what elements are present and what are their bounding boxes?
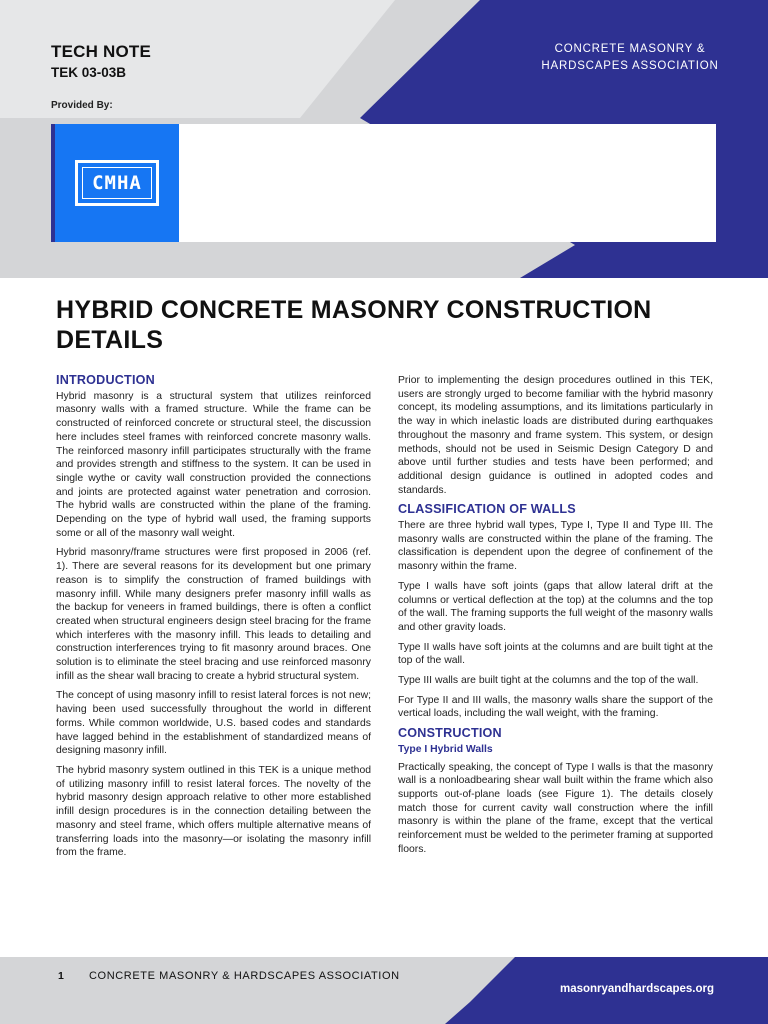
intro-paragraph-3: The concept of using masonry infill to resist lateral forces is not new; having been used successfully throughout the world in different forms. While common worldwide, U.S. based codes and standards have lagged behind in the establishment of standardized means of designing masonry infill. [56, 690, 371, 757]
cmha-logo [55, 124, 179, 242]
provider-logo-box [51, 124, 716, 242]
classification-paragraph-4: Type III walls are built tight at the columns and the top of the wall. [398, 675, 699, 687]
header-org-line1: CONCRETE MASONRY & [554, 43, 706, 55]
document-title [56, 295, 736, 355]
intro-paragraph-1: Hybrid masonry is a structural system that utilizes reinforced masonry walls with a framed structure. While the frame can be constructed of reinforced concrete or structural steel, the discussion here includes steel frames with reinforced concrete masonry walls. The reinforced masonry infill participates structurally with the frame and provides strength and stiffness to the system. It can be used in single wythe or cavity wall construction provided the connections and joints are protected against water penetration and corrosion. The hybrid walls are constructed within the plane of the framing. Depending on the type of hybrid wall used, the framing supports some or all of the masonry wall weight. [56, 390, 371, 539]
footer-organization: CONCRETE MASONRY & HARDSCAPES ASSOCIATION [89, 970, 400, 982]
tek-number: TEK 03-03B [51, 65, 127, 80]
design-procedures-paragraph: Prior to implementing the design procedures outlined in this TEK, users are strongly urged to become familiar with the hybrid masonry concept, its modeling assumptions, and its limitations particularly in the way in which inelastic loads are distributed during earthquakes throughout the masonry and frame system. This system, or design methods, should not be used in Seismic Design Category D and above until further studies and tests have been performed; and additional design guidance is outlined in adopted codes and standards. [398, 375, 713, 496]
intro-paragraph-2: Hybrid masonry/frame structures were first proposed in 2006 (ref. 1). There are several reasons for its development but one primary reason is to simplify the construction of framed buildings with masonry infill. While many designers prefer masonry infill walls as the backup for veneers in framed buildings, there is often a conflict created when structural engineers design steel bracing for the frame which interferes with the masonry infill. This leads to detailing and construction interferences trying to fit masonry around braces. One solution is to eliminate the steel bracing and use reinforced masonry infill as the shear wall bracing to create a hybrid structural system. [56, 547, 371, 682]
header-org-line2: HARDSCAPES ASSOCIATION [541, 60, 719, 72]
classification-paragraph-2: Type I walls have soft joints (gaps that allow lateral drift at the columns or vertical deflection at the top) at the columns and the top of the wall. The framing supports the full weight of the masonry walls and other gravity loads. [398, 580, 713, 633]
classification-heading: CLASSIFICATION OF WALLS [398, 502, 576, 517]
right-column [398, 374, 713, 863]
header-organization [520, 41, 740, 75]
title-line2: DETAILS [56, 326, 164, 354]
header-banner [0, 0, 768, 278]
classification-paragraph-1: There are three hybrid wall types, Type I, Type II and Type III. The masonry walls are constructed within the plane of the framing. The classification is dependent upon the degree of confinement of the masonry within the frame. [398, 520, 713, 573]
classification-paragraph-3: Type II walls have soft joints at the columns and are built tight at the top of the wall. [398, 641, 713, 667]
cmha-logo-mark [75, 160, 159, 206]
intro-paragraph-4: The hybrid masonry system outlined in this TEK is a unique method of utilizing masonry infill to resist lateral forces. The novelty of the hybrid masonry design approach relative to other more established infill design procedures is in the connection detailing between the masonry and steel frame, which offers multiple alternative means of transferring loads into the masonry—or isolating the masonry infill from the frame. [56, 764, 371, 859]
cmha-logo-text: CMHA [92, 172, 142, 194]
provided-by-label: Provided By: [51, 100, 113, 111]
title-line1: HYBRID CONCRETE MASONRY CONSTRUCTION [56, 296, 652, 324]
website-link[interactable]: masonryandhardscapes.org [559, 983, 714, 995]
introduction-heading: INTRODUCTION [56, 373, 155, 387]
footer-banner [0, 957, 768, 1024]
page-number: 1 [58, 970, 64, 982]
classification-paragraph-5: For Type II and III walls, the masonry walls share the support of the vertical loads, including the wall weight, with the framing. [398, 694, 713, 720]
type-i-subheading: Type I Hybrid Walls [398, 743, 493, 755]
tech-note-label: TECH NOTE [51, 42, 152, 61]
construction-heading: CONSTRUCTION [398, 726, 502, 741]
construction-paragraph: Practically speaking, the concept of Type I walls is that the masonry wall is a nonloadbearing shear wall built within the frame which also supports out-of-plane loads (see Figure 1). The details closely match those for current cavity wall construction where the infill masonry is within the plane of the frame, except that the vertical reinforcement must be welded to the perimeter framing at supported floors. [398, 761, 713, 855]
left-column [56, 374, 371, 866]
